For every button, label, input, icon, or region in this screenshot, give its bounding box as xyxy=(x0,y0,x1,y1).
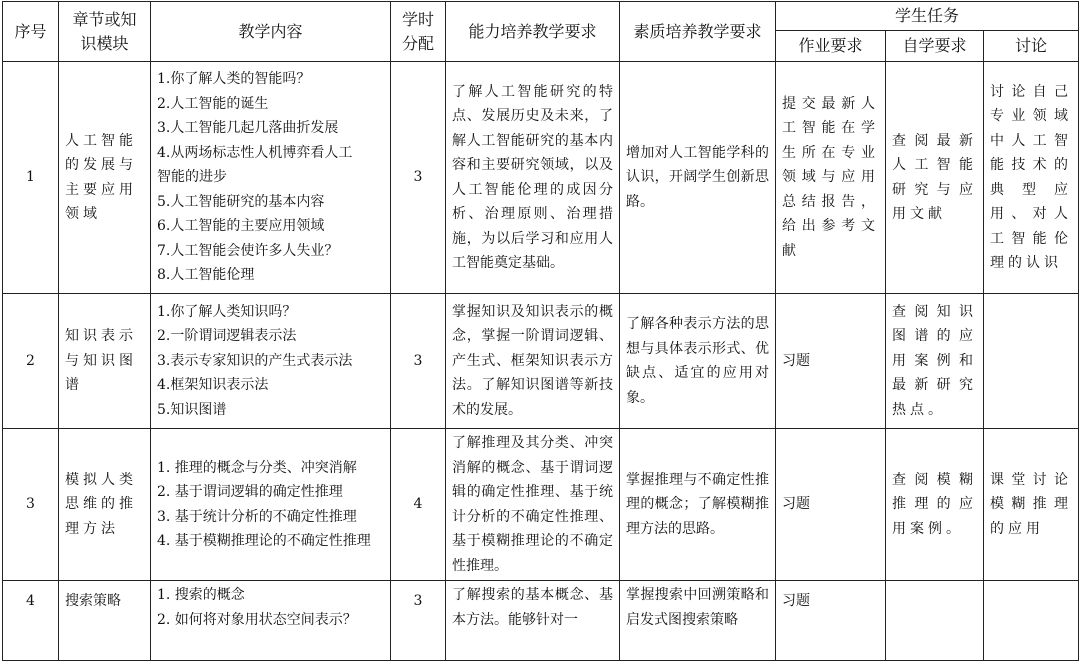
table-row xyxy=(3,581,1079,661)
row-seq: 3 xyxy=(3,429,59,581)
row-selfstudy: 查阅最新人工智能研究与应用文献 xyxy=(886,62,984,294)
content-item: 1. 搜索的概念 xyxy=(157,587,245,603)
row-seq: 4 xyxy=(3,581,59,661)
content-item: 1.你了解人类知识吗？ xyxy=(157,303,297,320)
row-chapter: 人工智能的发展与主要应用领域 xyxy=(59,62,151,294)
row-seq: 2 xyxy=(3,294,59,429)
content-item: 5.知识图谱 xyxy=(157,401,227,418)
row-homework: 习题 xyxy=(776,581,886,661)
row-content xyxy=(151,581,391,661)
content-item: 4.从两场标志性人机博弈看人工 xyxy=(157,144,353,161)
content-item: 8.人工智能伦理 xyxy=(157,267,255,284)
table-row xyxy=(3,429,1079,581)
row-chapter: 模拟人类思维的推理方法 xyxy=(59,429,151,581)
content-item: 2. 基于谓词逻辑的确定性推理 xyxy=(157,484,343,500)
row-content xyxy=(151,429,391,581)
syllabus-table xyxy=(2,1,1079,661)
row-chapter: 知识表示与知识图谱 xyxy=(59,294,151,429)
row-ability: 掌握知识及知识表示的概念，掌握一阶谓词逻辑、产生式、框架知识表示方法。了解知识图谱等新技术的发展。 xyxy=(446,294,620,429)
row-discussion: 课堂讨论模糊推理的应用 xyxy=(984,429,1079,581)
row-homework: 提交最新人工智能在学生所在专业领域与应用总结报告，给出参考文献 xyxy=(776,62,886,294)
header-selfstudy: 自学要求 xyxy=(886,31,984,62)
row-quality: 了解各种表示方法的思想与具体表示形式、优缺点、适宜的应用对象。 xyxy=(620,294,776,429)
row-quality: 掌握推理与不确定性推理的概念；了解模糊推理方法的思路。 xyxy=(620,429,776,581)
content-item: 5.人工智能研究的基本内容 xyxy=(157,193,325,210)
row-seq: 1 xyxy=(3,62,59,294)
content-item: 4.框架知识表示法 xyxy=(157,377,269,394)
row-hours: 3 xyxy=(391,62,446,294)
table-row xyxy=(3,62,1079,294)
row-discussion xyxy=(984,581,1079,661)
content-item: 2. 如何将对象用状态空间表示？ xyxy=(157,611,357,628)
table-row xyxy=(3,294,1079,429)
header-discussion: 讨论 xyxy=(984,31,1079,62)
row-selfstudy: 查阅模糊推理的应用案例。 xyxy=(886,429,984,581)
row-hours: 3 xyxy=(391,294,446,429)
row-quality: 增加对人工智能学科的认识，开阔学生创新思路。 xyxy=(620,62,776,294)
row-hours: 3 xyxy=(391,581,446,661)
content-item: 2.人工智能的诞生 xyxy=(157,95,269,112)
header-homework: 作业要求 xyxy=(776,31,886,62)
content-item: 3.人工智能几起几落曲折发展 xyxy=(157,120,339,137)
header-content: 教学内容 xyxy=(151,2,391,62)
header-quality: 素质培养教学要求 xyxy=(620,2,776,62)
content-item: 3. 基于统计分析的不确定性推理 xyxy=(157,508,357,525)
row-discussion: 讨论自己专业领域中人工智能技术的典型应用、对人工智能伦理的认识 xyxy=(984,62,1079,294)
row-homework: 习题 xyxy=(776,429,886,581)
content-item: 智能的进步 xyxy=(157,169,227,186)
row-selfstudy xyxy=(886,581,984,661)
row-ability: 了解人工智能研究的特点、发展历史及未来，了解人工智能研究的基本内容和主要研究领域，以及人工智能伦理的成因分析、治理原则、治理措施，为以后学习和应用人工智能奠定基础。 xyxy=(446,62,620,294)
row-ability: 了解推理及其分类、冲突消解的概念、基于谓词逻辑的确定性推理、基于统计分析的不确定性推理、基于模糊推理论的不确定性推理。 xyxy=(446,429,620,581)
row-content xyxy=(151,294,391,429)
row-selfstudy: 查阅知识图谱的应用案例和最新研究热点。 xyxy=(886,294,984,429)
row-homework: 习题 xyxy=(776,294,886,429)
content-item: 2.一阶谓词逻辑表示法 xyxy=(157,328,297,345)
row-discussion xyxy=(984,294,1079,429)
header-hours: 学时分配 xyxy=(391,2,446,62)
content-item: 7.人工智能会使许多人失业？ xyxy=(157,242,339,259)
content-item: 6.人工智能的主要应用领域 xyxy=(157,218,325,235)
header-ability: 能力培养教学要求 xyxy=(446,2,620,62)
row-content xyxy=(151,62,391,294)
content-item: 1.你了解人类的智能吗？ xyxy=(157,71,311,88)
content-item: 3.表示专家知识的产生式表示法 xyxy=(157,352,353,369)
content-item: 4. 基于模糊推理论的不确定性推理 xyxy=(157,533,371,549)
header-chapter: 章节或知识模块 xyxy=(59,2,151,62)
row-chapter: 搜索策略 xyxy=(59,581,151,661)
row-hours: 4 xyxy=(391,429,446,581)
header-student-tasks: 学生任务 xyxy=(776,2,1079,31)
row-quality: 掌握搜索中回溯策略和启发式图搜索策略 xyxy=(620,581,776,661)
header-seq: 序号 xyxy=(3,2,59,62)
content-item: 1. 推理的概念与分类、冲突消解 xyxy=(157,459,357,476)
row-ability: 了解搜索的基本概念、基本方法。能够针对一 xyxy=(446,581,620,661)
